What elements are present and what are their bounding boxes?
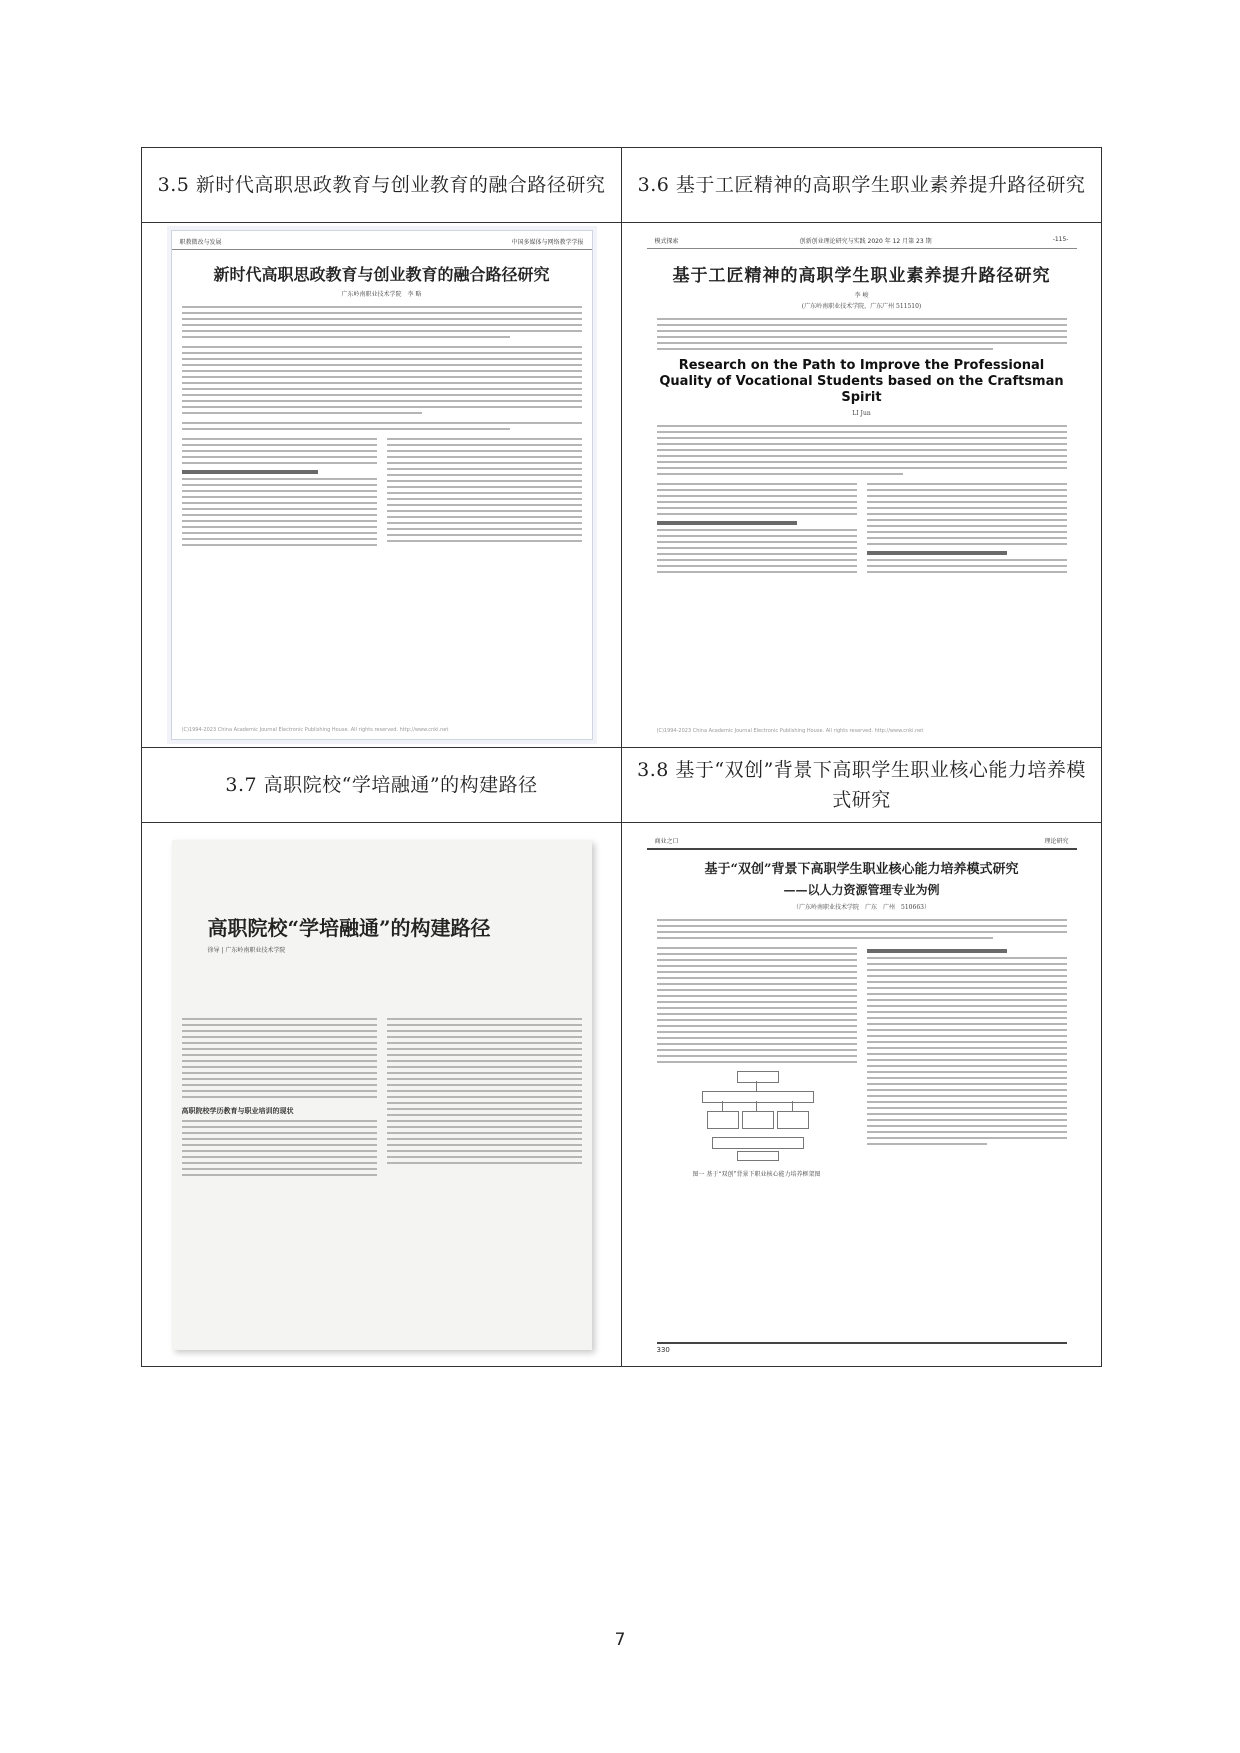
paper-header-left: 职教微改与发展 — [179, 239, 222, 246]
page-number: 7 — [614, 1630, 626, 1650]
paper-english-author: LI Jun — [852, 410, 871, 417]
paper-thumbnail-3-8 — [647, 830, 1077, 1360]
paper-thumbnail-3-6 — [647, 230, 1077, 740]
cell-image-3-8 — [622, 823, 1102, 1367]
paper-header-right: 中国多媒体与网络教学学报 — [511, 239, 584, 246]
paper-title: 新时代高职思政教育与创业教育的融合路径研究 — [213, 265, 550, 284]
paper-header-right: 理论研究 — [1044, 837, 1069, 845]
paper-header-left: 商业之口 — [654, 837, 679, 845]
paper-title: 高职院校“学培融通”的构建路径 — [207, 915, 491, 940]
cell-title-3-6: 3.6 基于工匠精神的高职学生职业素养提升路径研究 — [622, 148, 1102, 223]
paper-thumbnail-3-7 — [172, 840, 592, 1350]
cell-image-3-7 — [142, 823, 622, 1367]
paper-body — [647, 943, 1077, 1178]
cell-title-3-5: 3.5 新时代高职思政教育与创业教育的融合路径研究 — [142, 148, 622, 223]
paper-footer: (C)1994-2023 China Academic Journal Electronic Publishing House. All rights reserved. http://www.cnki.net — [181, 727, 449, 733]
paper-affiliation: (广东岭南职业技术学院，广东广州 511510) — [801, 303, 922, 310]
paper-english-title: Research on the Path to Improve the Professional Quality of Vocational Students based on the Craftsman Spirit — [659, 358, 1064, 405]
paper-english-abstract — [647, 425, 1077, 475]
paper-byline: 李 峻 — [854, 292, 869, 299]
paper-abstract — [647, 318, 1077, 350]
document-table — [141, 147, 1102, 1367]
paper-header — [647, 830, 1077, 850]
cell-title-3-8: 3.8 基于“双创”背景下高职学生职业核心能力培养模式研究 — [622, 748, 1102, 823]
paper-subtitle: ——以人力资源管理专业为例 — [783, 882, 940, 897]
paper-body — [172, 434, 592, 550]
paper-header — [172, 231, 592, 250]
figure-caption: 图一 基于“双创”背景下职业核心能力培养框架图 — [692, 1170, 821, 1178]
paper-abstract — [172, 306, 592, 430]
paper-affiliation: （广东岭南职业技术学院 广东 广州 510663） — [793, 903, 930, 911]
paper-header-center: 创新创业理论研究与实践 2020 年 12 月第 23 期 — [799, 238, 932, 245]
paper-byline: 广东岭南职业技术学院 李 略 — [341, 291, 422, 298]
paper-byline: 徐导 | 广东岭南职业技术学院 — [207, 946, 286, 954]
paper-page-number: 330 — [657, 1342, 1067, 1354]
cell-title-3-7: 3.7 高职院校“学培融通”的构建路径 — [142, 748, 622, 823]
paper-body — [172, 1014, 592, 1180]
paper-header-left: 模式探索 — [654, 238, 679, 245]
paper-abstract — [647, 919, 1077, 939]
paper-flowchart — [692, 1071, 822, 1161]
paper-title: 基于工匠精神的高职学生职业素养提升路径研究 — [672, 266, 1051, 286]
cell-image-3-5 — [142, 223, 622, 748]
cell-image-3-6 — [622, 223, 1102, 748]
paper-header — [647, 230, 1077, 249]
paper-thumbnail-3-5 — [171, 230, 593, 740]
paper-body — [647, 479, 1077, 577]
paper-section-heading: 高职院校学历教育与职业培训的现状 — [181, 1106, 294, 1115]
paper-footer: (C)1994-2023 China Academic Journal Electronic Publishing House. All rights reserved. http://www.cnki.net — [656, 728, 924, 734]
paper-header-right: -115- — [1052, 236, 1069, 243]
paper-title: 基于“双创”背景下高职学生职业核心能力培养模式研究 — [704, 861, 1019, 877]
